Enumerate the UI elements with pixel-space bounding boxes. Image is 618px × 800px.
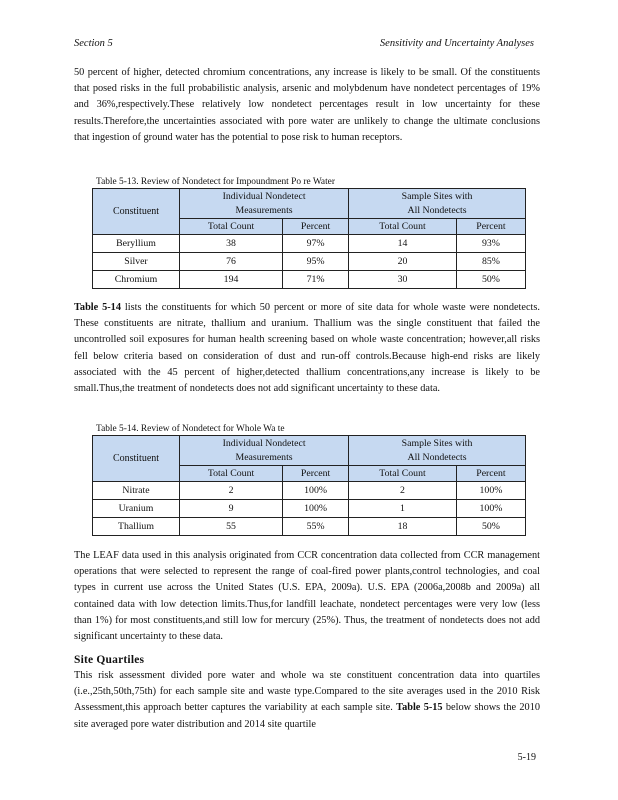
table-reference: Table 5-14 [74, 302, 121, 313]
constituent-cell: Silver [93, 253, 180, 271]
percent-header: Percent [456, 466, 525, 482]
percent-cell: 55% [283, 518, 349, 536]
table-row [93, 500, 526, 518]
total-count-header: Total Count [349, 466, 457, 482]
table-row [93, 518, 526, 536]
constituent-cell: Nitrate [93, 482, 180, 500]
page-header [74, 38, 534, 52]
total-count-cell: 1 [349, 500, 457, 518]
constituent-cell: Uranium [93, 500, 180, 518]
paragraph-text: This risk assessment divided pore water and whole wa ste constituent concentration data into quartiles (i.e.,25th,50th,75th) for each sample site and waste type.Compared to the site averages used in the 2010 Risk Assessment,this approach better captures the variability at each sample site. [74, 670, 540, 714]
total-count-header: Total Count [349, 219, 457, 235]
paragraph-text: below shows the 2010 site averaged pore water distribution and 2014 site quartile [74, 702, 540, 730]
sample-sites-header: Sample Sites with All Nondetects [349, 189, 526, 219]
total-count-cell: 55 [180, 518, 283, 536]
total-count-cell: 2 [180, 482, 283, 500]
total-count-cell: 18 [349, 518, 457, 536]
section-label: Section 5 [74, 38, 113, 49]
paragraph-nondetect-pore-water: 50 percent of higher, detected chromium concentrations, any increase is likely to be small. Of the constituents that posed risks in the full probabilistic analysis, arsenic and molybdenum have nondetect percentages of 19% and 36%,respectively.These relatively low nondetect percentages result in low uncertainty for these results.Therefore,the uncertainties associated with pore water are unlikely to change the ultimate conclusions that ingestion of ground water has the potential to pose risk to human receptors. [74, 67, 540, 143]
section-title: Sensitivity and Uncertainty Analyses [379, 38, 534, 49]
percent-cell: 100% [283, 500, 349, 518]
percent-header: Percent [456, 219, 525, 235]
constituent-cell: Chromium [93, 271, 180, 289]
percent-cell: 50% [456, 271, 525, 289]
page-number: 5-19 [517, 752, 536, 763]
percent-cell: 93% [456, 235, 525, 253]
paragraph-site-quartiles [74, 668, 540, 733]
paragraph-whole-waste [74, 300, 540, 397]
total-count-cell: 38 [180, 235, 283, 253]
constituent-cell: Thallium [93, 518, 180, 536]
total-count-header: Total Count [180, 219, 283, 235]
percent-cell: 100% [283, 482, 349, 500]
paragraph-text: lists the constituents for which 50 percent or more of site data for whole waste were nondetects. These constituents are nitrate, thallium and uranium. Thallium was the single constituent that failed the uncontrolled soil exposures for human health screening based on whole waste concentration; however,all risks fell below criteria based on consideration of dust and run-off controls.Because high-end risks are likely associated with the 45 percent of higher,detected thallium concentrations,any increase is likely to be small.Thus,the treatment of nondetects does not add significant uncertainty to these data. [74, 302, 540, 395]
percent-cell: 100% [456, 500, 525, 518]
table-row [93, 271, 526, 289]
total-count-cell: 20 [349, 253, 457, 271]
percent-cell: 100% [456, 482, 525, 500]
total-count-cell: 30 [349, 271, 457, 289]
table-row [93, 235, 526, 253]
percent-cell: 97% [283, 235, 349, 253]
percent-cell: 71% [283, 271, 349, 289]
percent-header: Percent [283, 219, 349, 235]
total-count-cell: 14 [349, 235, 457, 253]
table-row [93, 482, 526, 500]
constituent-header: Constituent [93, 436, 180, 482]
total-count-cell: 9 [180, 500, 283, 518]
constituent-header: Constituent [93, 189, 180, 235]
total-count-cell: 76 [180, 253, 283, 271]
percent-cell: 85% [456, 253, 525, 271]
table-reference: Table 5-15 [396, 702, 443, 714]
individual-nondetect-header: Individual Nondetect Measurements [180, 189, 349, 219]
table-5-13-caption: Table 5-13. Review of Nondetect for Impoundment Po re Water [96, 177, 335, 187]
table-5-13 [92, 188, 526, 289]
percent-cell: 95% [283, 253, 349, 271]
sample-sites-header: Sample Sites with All Nondetects [349, 436, 526, 466]
paragraph-leaf-data: The LEAF data used in this analysis originated from CCR concentration data collected from CCR management operations that were selected to represent the range of coal-fired power plants,control technologies, and coal types in current use across the United States (U.S. EPA, 2009a). U.S. EPA (2006a,2008b and 2009a) all contained data with low detection limits.Thus,for landfill leachate, nondetect percentages were very low (less than 1%) for most constituents,and still low for mercury (25%). Thus, the treatment of nondetects does not add significant uncertainty to these data. [74, 550, 540, 643]
table-5-14-caption: Table 5-14. Review of Nondetect for Whole Wa te [96, 424, 285, 434]
constituent-cell: Beryllium [93, 235, 180, 253]
individual-nondetect-header: Individual Nondetect Measurements [180, 436, 349, 466]
total-count-cell: 2 [349, 482, 457, 500]
total-count-cell: 194 [180, 271, 283, 289]
total-count-header: Total Count [180, 466, 283, 482]
table-row [93, 253, 526, 271]
table-5-14 [92, 435, 526, 536]
percent-header: Percent [283, 466, 349, 482]
percent-cell: 50% [456, 518, 525, 536]
section-heading-site-quartiles: Site Quartiles [74, 654, 145, 666]
